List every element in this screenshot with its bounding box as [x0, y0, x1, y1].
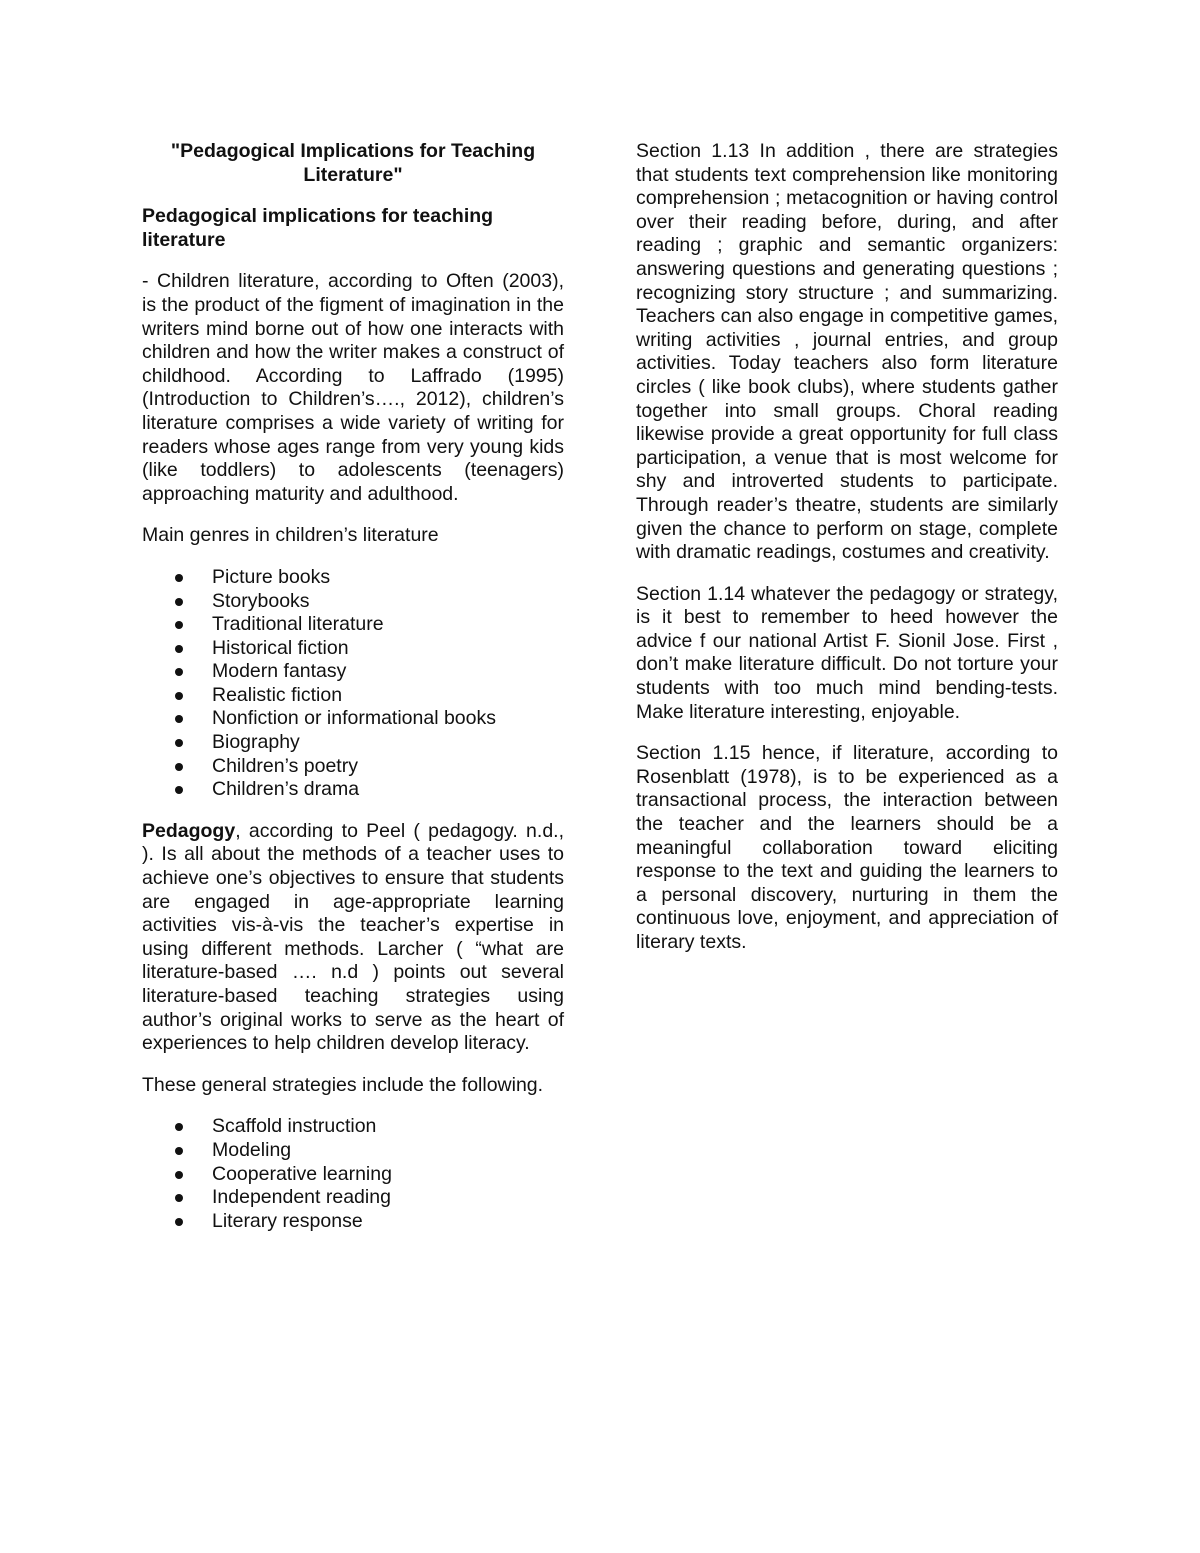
section-subheading: Pedagogical implications for teaching literature — [142, 205, 494, 251]
list-item: Biography — [212, 731, 564, 755]
section-1-13-paragraph: Section 1.13 In addition , there are strategies that students text comprehension like monitoring comprehension ; metacognition or having control over their reading before, during, and after reading ; graphic and semantic organizers: answering questions and generating questions ; recognizing story structure ; and summarizing. Teachers can also engage in competitive games, writing activities , journal entries, and group activities. Today teachers also form literature circles ( like book clubs), where students gather together into small groups. Choral reading likewise provide a great opportunity for full class participation, a venue that is most welcome for shy and introverted students to participate. Through reader’s theatre, students are similarly given the chance to perform on stage, complete with dramatic readings, costumes and creativity. — [636, 140, 1058, 564]
list-item: Children’s drama — [212, 778, 564, 802]
pedagogy-term: Pedagogy — [142, 819, 236, 842]
list-item: Realistic fiction — [212, 684, 564, 708]
list-item: Children’s poetry — [212, 755, 564, 779]
right-column — [636, 140, 1058, 973]
list-item: Historical fiction — [212, 637, 564, 661]
strategies-intro: These general strategies include the following. — [142, 1073, 544, 1096]
pedagogy-paragraph — [142, 820, 564, 1056]
list-item: Storybooks — [212, 590, 564, 614]
document-title: "Pedagogical Implications for Teaching Literature" — [170, 140, 536, 186]
intro-paragraph: - Children literature, according to Often (2003), is the product of the figment of imagination in the writers mind borne out of how one interacts with children and how the writer makes a construct of childhood. According to Laffrado (1995) (Introduction to Children’s…., 2012), children’s literature comprises a wide variety of writing for readers whose ages range from very young kids (like toddlers) to adolescents (teenagers) approaching maturity and adulthood. — [142, 270, 564, 505]
list-item: Traditional literature — [212, 613, 564, 637]
pedagogy-definition: , according to Peel ( pedagogy. n.d., ). Is all about the methods of a teacher uses to achieve one’s objectives to ensure that students are engaged in age-appropriate learning activities vis-à-vis the teacher’s expertise in using different methods. Larcher ( “what are literature-based …. n.d ) points out several literature-based teaching strategies using author’s original works to serve as the heart of experiences to help children develop literacy. — [142, 819, 564, 1055]
list-item: Cooperative learning — [212, 1163, 564, 1187]
strategies-list — [142, 1115, 564, 1233]
list-item: Modeling — [212, 1139, 564, 1163]
list-item: Scaffold instruction — [212, 1115, 564, 1139]
section-1-14-paragraph: Section 1.14 whatever the pedagogy or strategy, is it best to remember to heed however the advice f our national Artist F. Sionil Jose. First , don’t make literature difficult. Do not torture your students with too much mind bending-tests. Make literature interesting, enjoyable. — [636, 582, 1058, 723]
section-1-15-paragraph: Section 1.15 hence, if literature, according to Rosenblatt (1978), is to be experienced as a transactional process, the interaction between the teacher and the learners should be a meaningful collaboration toward eliciting response to the text and guiding the learners to a personal discovery, nurturing in them the continuous love, enjoyment, and appreciation of literary texts. — [636, 742, 1058, 953]
list-item: Nonfiction or informational books — [212, 707, 564, 731]
list-item: Picture books — [212, 566, 564, 590]
list-item: Literary response — [212, 1210, 564, 1234]
list-item: Modern fantasy — [212, 660, 564, 684]
genres-list — [142, 566, 564, 802]
genres-heading: Main genres in children’s literature — [142, 524, 439, 547]
list-item: Independent reading — [212, 1186, 564, 1210]
left-column — [142, 140, 564, 1251]
